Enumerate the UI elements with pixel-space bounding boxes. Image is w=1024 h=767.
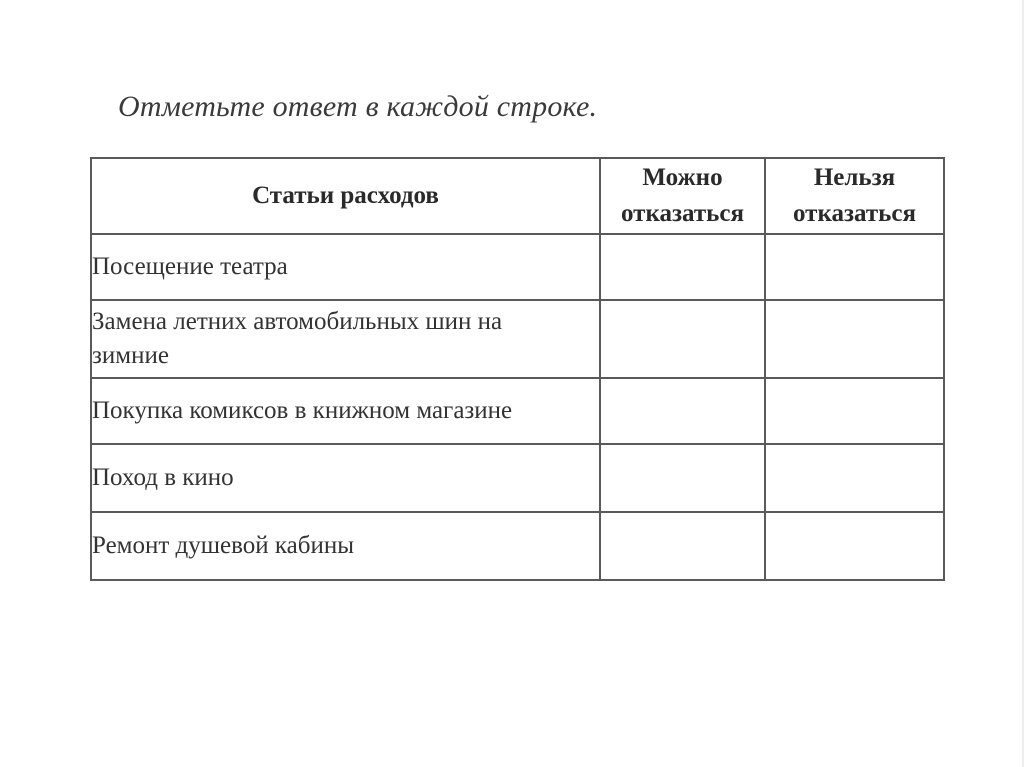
can-refuse-answer-cell[interactable]	[600, 512, 765, 580]
expense-item-cell	[91, 444, 600, 512]
header-can-refuse	[600, 158, 765, 234]
cannot-refuse-answer-cell[interactable]	[765, 444, 944, 512]
header-can-refuse-line1: Можно	[642, 164, 723, 191]
cannot-refuse-answer-cell[interactable]	[765, 300, 944, 378]
table-row	[91, 444, 944, 512]
expense-item-cell	[91, 512, 600, 580]
cannot-refuse-answer-cell[interactable]	[765, 512, 944, 580]
can-refuse-answer-cell[interactable]	[600, 378, 765, 444]
expense-item-cell	[91, 234, 600, 300]
header-expense-items	[91, 158, 600, 234]
table-row	[91, 300, 944, 378]
header-cannot-refuse	[765, 158, 944, 234]
table-row	[91, 512, 944, 580]
expense-item-label: Замена летних автомобильных шин на	[92, 308, 503, 335]
can-refuse-answer-cell[interactable]	[600, 234, 765, 300]
expense-item-label: Поход в кино	[92, 464, 234, 491]
expenses-table	[90, 157, 945, 581]
expense-item-label: Ремонт душевой кабины	[92, 532, 355, 559]
header-can-refuse-line2: отказаться	[621, 200, 744, 227]
can-refuse-answer-cell[interactable]	[600, 444, 765, 512]
table-row	[91, 378, 944, 444]
header-cannot-refuse-line2: отказаться	[793, 200, 916, 227]
expense-item-cell	[91, 300, 600, 378]
expense-item-label: Покупка комиксов в книжном магазине	[92, 397, 513, 424]
expense-item-label-continued: зимние	[92, 342, 169, 369]
header-expense-items-label: Статьи расходов	[252, 182, 439, 209]
cannot-refuse-answer-cell[interactable]	[765, 234, 944, 300]
header-cannot-refuse-line1: Нельзя	[813, 164, 896, 191]
cannot-refuse-answer-cell[interactable]	[765, 378, 944, 444]
expense-item-label: Посещение театра	[92, 253, 288, 280]
can-refuse-answer-cell[interactable]	[600, 300, 765, 378]
table-header-row	[91, 158, 944, 234]
expense-item-cell	[91, 378, 600, 444]
table-row	[91, 234, 944, 300]
instruction-text: Отметьте ответ в каждой строке.	[118, 90, 598, 123]
